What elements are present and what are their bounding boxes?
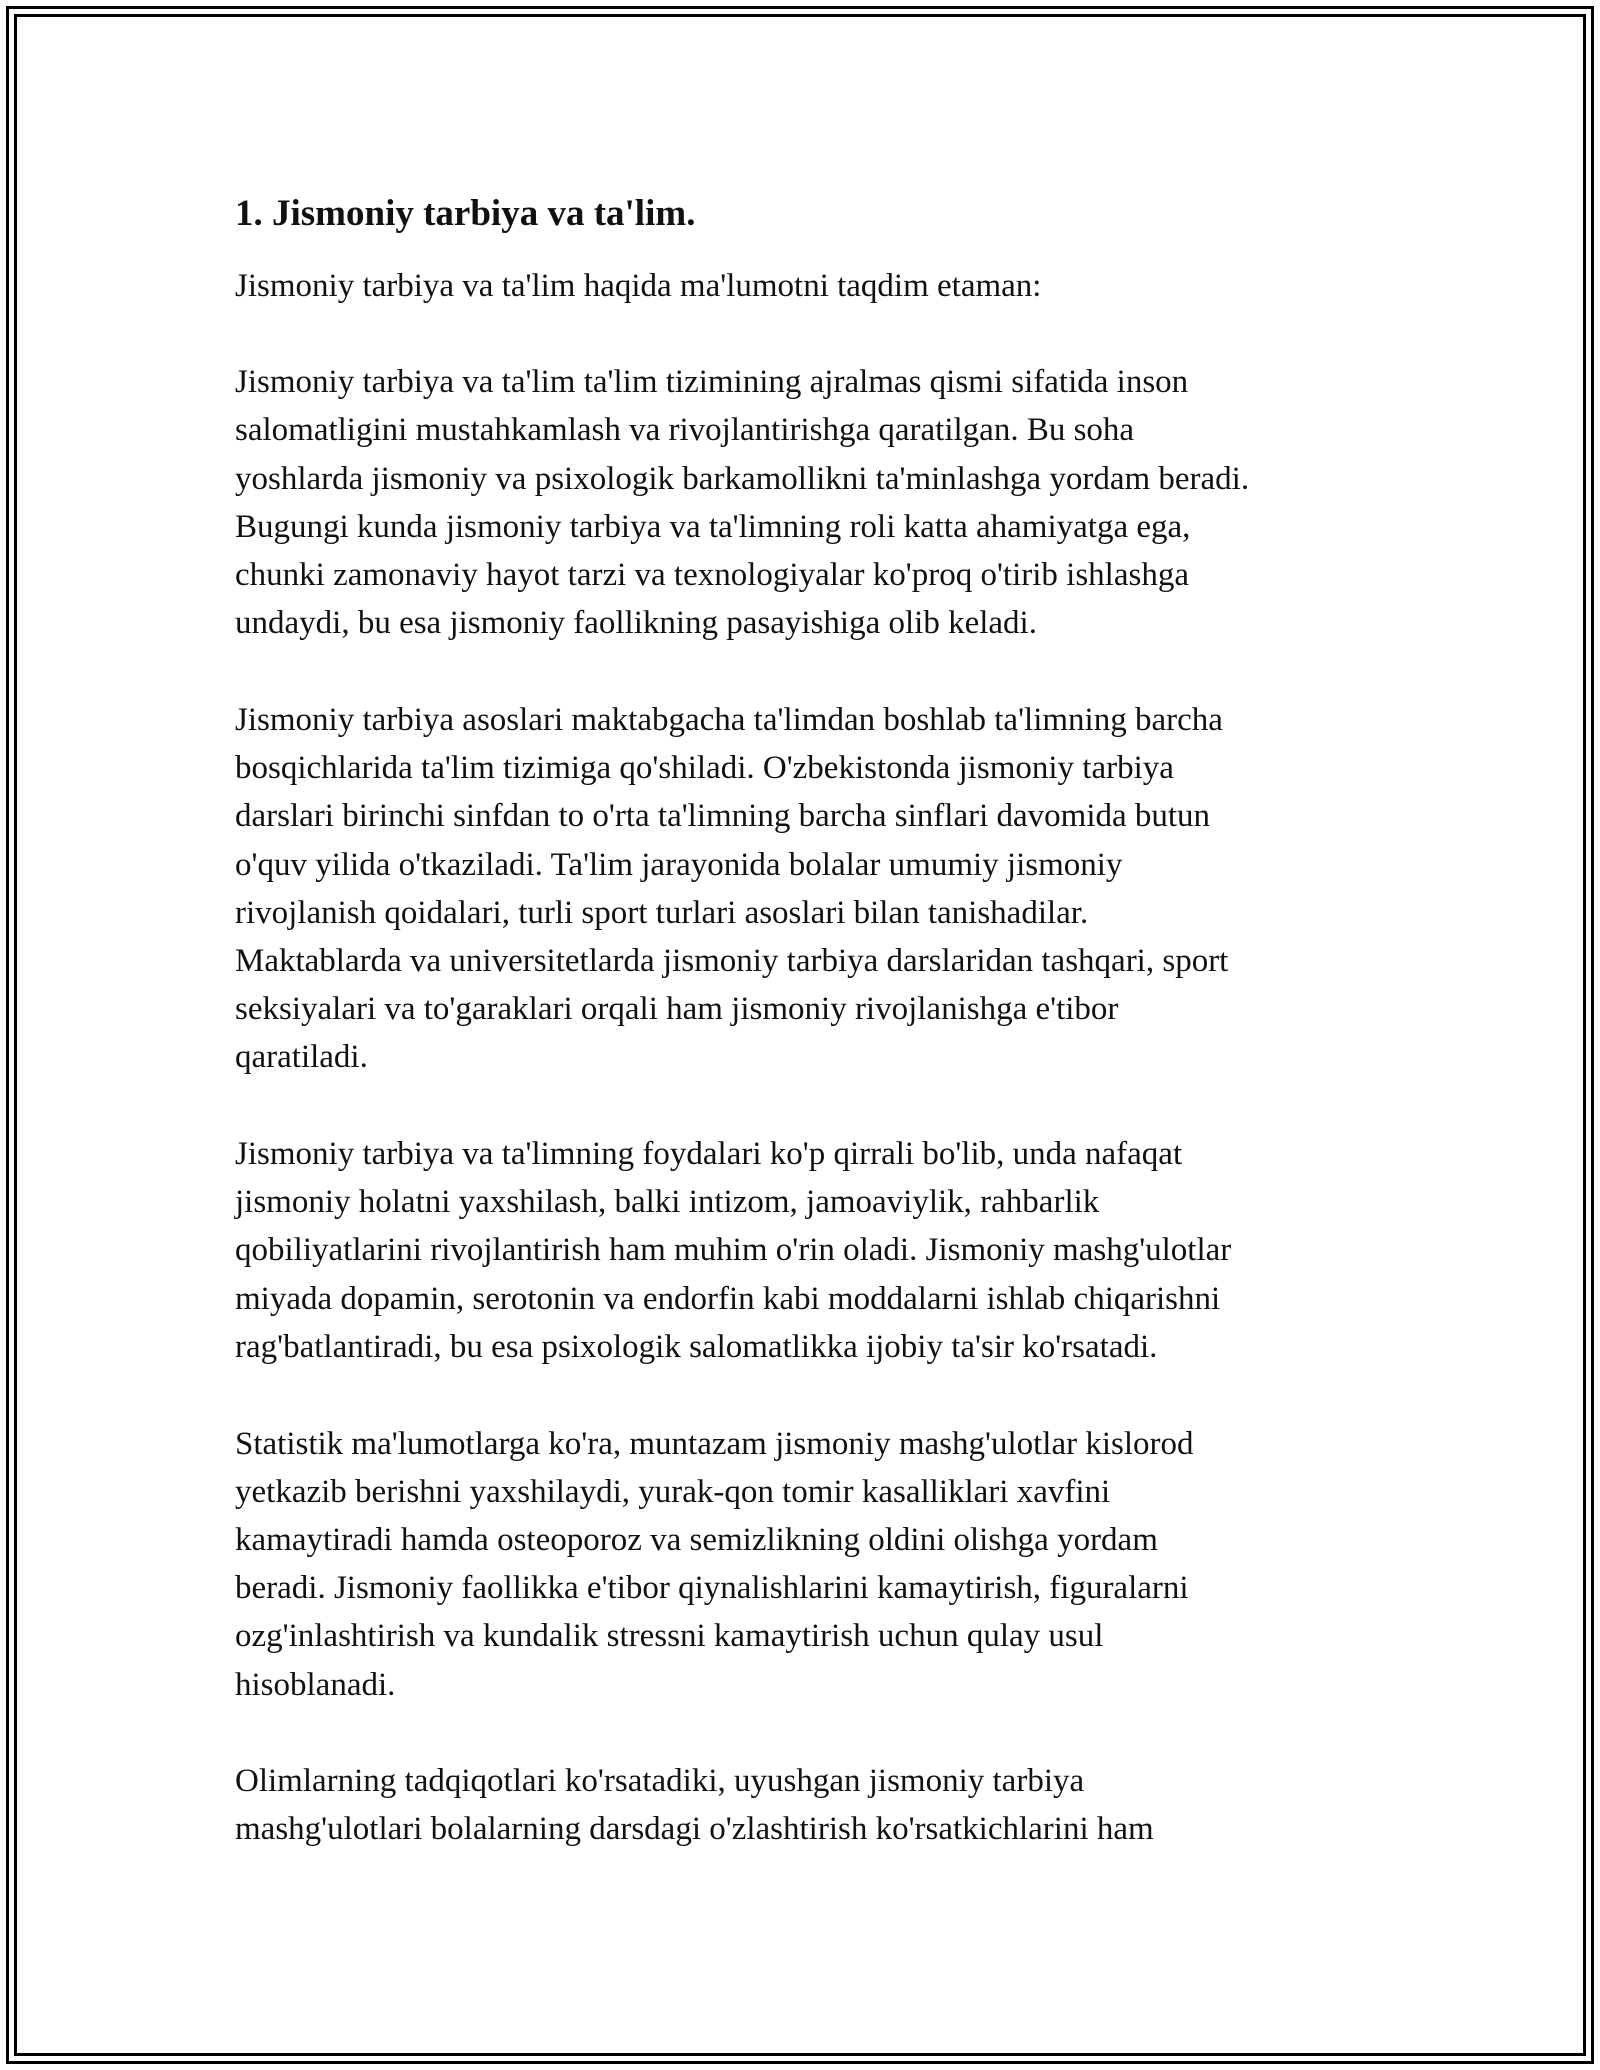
- paragraph-line: yetkazib berishni yaxshilaydi, yurak-qon tomir kasalliklari xavfini: [235, 1473, 1111, 1510]
- paragraph-line: qobiliyatlarini rivojlantirish ham muhim o'rin oladi. Jismoniy mashg'ulotlar: [235, 1232, 1232, 1269]
- paragraph-line: Jismoniy tarbiya va ta'limning foydalari ko'p qirrali bo'lib, unda nafaqat: [235, 1136, 1183, 1173]
- paragraph-line: hisoblanadi.: [235, 1666, 396, 1703]
- paragraph-line: undaydi, bu esa jismoniy faollikning pasayishiga olib keladi.: [235, 605, 1037, 642]
- paragraph-line: yoshlarda jismoniy va psixologik barkamollikni ta'minlashga yordam beradi.: [235, 460, 1250, 497]
- paragraph-line: Jismoniy tarbiya asoslari maktabgacha ta'limdan boshlab ta'limning barcha: [235, 701, 1223, 738]
- paragraph-5: [235, 1757, 1375, 1853]
- paragraph-1: [235, 358, 1375, 647]
- paragraph-line: rag'batlantiradi, bu esa psixologik salomatlikka ijobiy ta'sir ko'rsatadi.: [235, 1328, 1158, 1365]
- paragraph-line: salomatligini mustahkamlash va rivojlantirishga qaratilgan. Bu soha: [235, 412, 1135, 449]
- paragraph-line: Maktablarda va universitetlarda jismoniy tarbiya darslaridan tashqari, sport: [235, 942, 1229, 979]
- paragraph-line: beradi. Jismoniy faollikka e'tibor qiynalishlarini kamaytirish, figuralarni: [235, 1570, 1189, 1607]
- intro-paragraph: Jismoniy tarbiya va ta'lim haqida ma'lumotni taqdim etaman:: [235, 268, 1042, 304]
- paragraph-line: Bugungi kunda jismoniy tarbiya va ta'limning roli katta ahamiyatga ega,: [235, 508, 1191, 545]
- paragraph-2: [235, 696, 1375, 1082]
- paragraph-line: Jismoniy tarbiya va ta'lim ta'lim tizimining ajralmas qismi sifatida inson: [235, 364, 1189, 401]
- paragraph-line: miyada dopamin, serotonin va endorfin kabi moddalarni ishlab chiqarishni: [235, 1280, 1221, 1317]
- document-body: [235, 186, 1375, 1854]
- paragraph-line: Statistik ma'lumotlarga ko'ra, muntazam jismoniy mashg'ulotlar kislorod: [235, 1425, 1194, 1462]
- paragraph-line: qaratiladi.: [235, 1039, 368, 1076]
- paragraph-line: seksiyalari va to'garaklari orqali ham jismoniy rivojlanishga e'tibor: [235, 991, 1119, 1028]
- paragraph-line: kamaytiradi hamda osteoporoz va semizlikning oldini olishga yordam: [235, 1521, 1158, 1558]
- paragraph-line: ozg'inlashtirish va kundalik stressni kamaytirish uchun qulay usul: [235, 1618, 1104, 1655]
- paragraph-line: o'quv yilida o'tkaziladi. Ta'lim jarayonida bolalar umumiy jismoniy: [235, 846, 1123, 883]
- paragraph-line: Olimlarning tadqiqotlari ko'rsatadiki, uyushgan jismoniy tarbiya: [235, 1763, 1085, 1800]
- paragraph-3: [235, 1130, 1375, 1371]
- paragraph-4: [235, 1420, 1375, 1709]
- document-title: 1. Jismoniy tarbiya va ta'lim.: [235, 193, 696, 234]
- paragraph-line: jismoniy holatni yaxshilash, balki intizom, jamoaviylik, rahbarlik: [235, 1184, 1100, 1221]
- paragraph-line: mashg'ulotlari bolalarning darsdagi o'zlashtirish ko'rsatkichlarini ham: [235, 1811, 1154, 1848]
- paragraph-line: chunki zamonaviy hayot tarzi va texnologiyalar ko'proq o'tirib ishlashga: [235, 557, 1189, 594]
- paragraph-line: bosqichlarida ta'lim tizimiga qo'shiladi. O'zbekistonda jismoniy tarbiya: [235, 750, 1174, 787]
- paragraph-line: rivojlanish qoidalari, turli sport turlari asoslari bilan tanishadilar.: [235, 894, 1089, 931]
- paragraph-line: darslari birinchi sinfdan to o'rta ta'limning barcha sinflari davomida butun: [235, 798, 1211, 835]
